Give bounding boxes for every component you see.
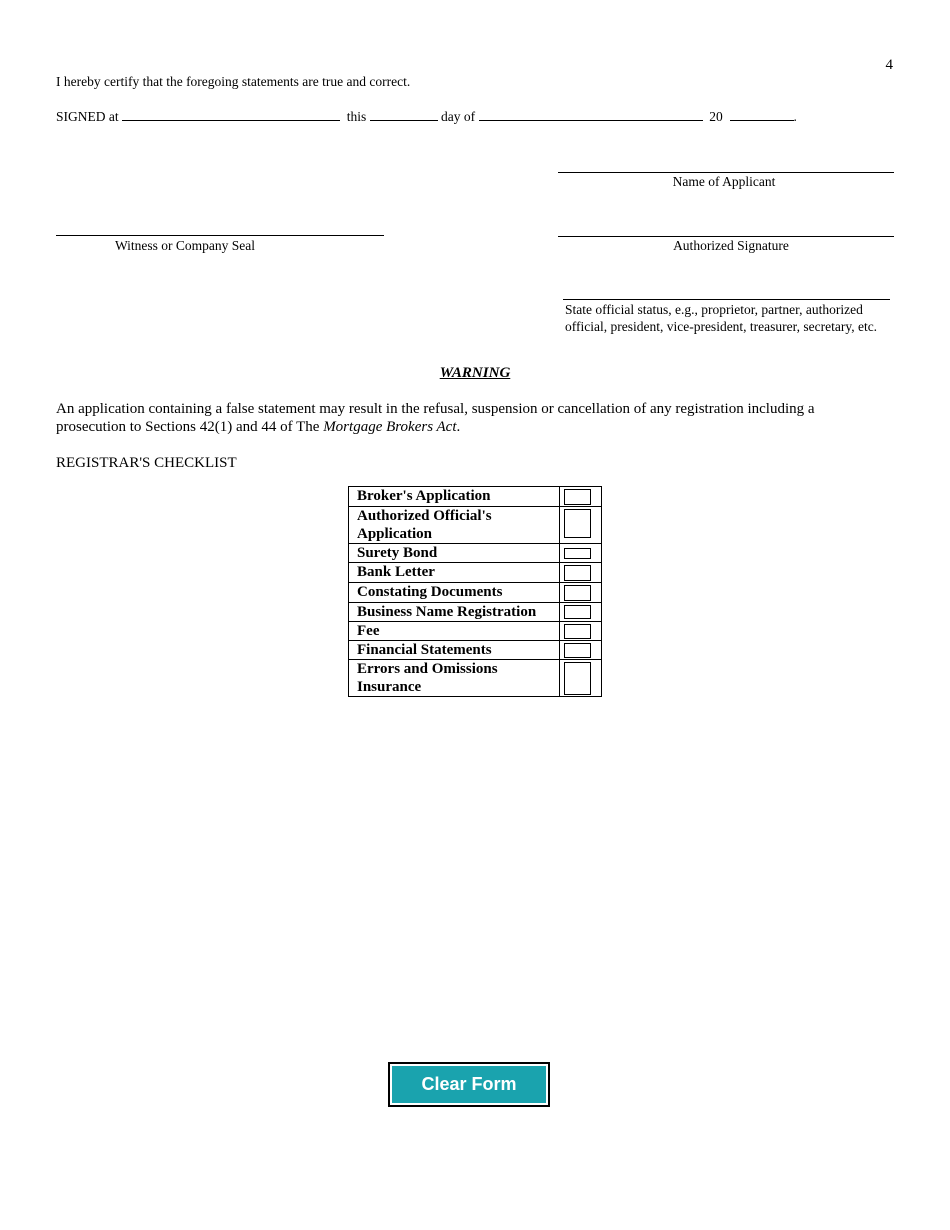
checklist-row (349, 544, 602, 563)
business-name-registration-checkbox[interactable] (564, 605, 591, 619)
this-label: this (346, 109, 367, 124)
checklist-item-label: Fee (349, 622, 560, 641)
warning-text-suffix: . (456, 419, 461, 435)
end-period: . (793, 109, 797, 124)
day-of-label: day of (441, 109, 476, 124)
checklist-item-label: Broker's Application (349, 487, 560, 507)
official-status-label-2: official, president, vice-president, treasurer, secretary, etc. (565, 319, 878, 334)
official-status-label-1: State official status, e.g., proprietor, partner, authorized (565, 302, 863, 317)
year-field[interactable] (730, 106, 794, 121)
checklist-item-label: Bank Letter (349, 563, 560, 583)
clear-form-button[interactable] (388, 1062, 550, 1107)
fee-checkbox[interactable] (564, 624, 591, 639)
clear-form-button-label: Clear Form (392, 1066, 546, 1103)
checklist-item-label: Surety Bond (349, 544, 560, 563)
name-of-applicant-label: Name of Applicant (672, 174, 776, 189)
checklist-item-label: Errors and Omissions Insurance (349, 660, 560, 697)
checklist-row (349, 583, 602, 603)
checklist-item-label: Constating Documents (349, 583, 560, 603)
checklist-item-label: Business Name Registration (349, 603, 560, 622)
brokers-application-checkbox[interactable] (564, 489, 591, 505)
act-name: Mortgage Brokers Act (323, 419, 457, 435)
registrar-checklist (348, 486, 602, 697)
surety-bond-checkbox[interactable] (564, 548, 591, 559)
month-field[interactable] (479, 106, 703, 121)
checklist-title: REGISTRAR'S CHECKLIST (56, 455, 237, 471)
official-status-line[interactable] (563, 299, 890, 300)
signed-at-label: SIGNED at (56, 109, 119, 124)
signed-line (56, 106, 797, 125)
authorized-signature-label: Authorized Signature (673, 238, 789, 253)
warning-title: WARNING (439, 365, 511, 381)
checklist-row (349, 603, 602, 622)
witness-label: Witness or Company Seal (114, 238, 256, 253)
checklist-row (349, 563, 602, 583)
checklist-row (349, 487, 602, 507)
warning-text-line1: An application containing a false statement may result in the refusal, suspension or cancellation of any registration including a (56, 401, 815, 417)
warning-text-prefix: prosecution to Sections 42(1) and 44 of The (56, 419, 324, 435)
applicant-name-line[interactable] (558, 172, 894, 173)
warning-text-line2 (56, 419, 460, 436)
checklist-item-label: Financial Statements (349, 641, 560, 660)
checklist-row (349, 622, 602, 641)
financial-statements-checkbox[interactable] (564, 643, 591, 658)
day-field[interactable] (370, 106, 438, 121)
witness-line[interactable] (56, 235, 384, 236)
year-prefix: 20 (709, 109, 723, 124)
bank-letter-checkbox[interactable] (564, 565, 591, 581)
constating-documents-checkbox[interactable] (564, 585, 591, 601)
checklist-row (349, 660, 602, 697)
errors-omissions-insurance-checkbox[interactable] (564, 662, 591, 695)
authorized-officials-application-checkbox[interactable] (564, 509, 591, 538)
certify-statement: I hereby certify that the foregoing statements are true and correct. (56, 74, 411, 89)
authorized-signature-line[interactable] (558, 236, 894, 237)
checklist-row (349, 507, 602, 544)
signed-at-field[interactable] (122, 106, 340, 121)
checklist-item-label: Authorized Official's Application (349, 507, 560, 544)
checklist-row (349, 641, 602, 660)
page-number: 4 (885, 57, 893, 73)
